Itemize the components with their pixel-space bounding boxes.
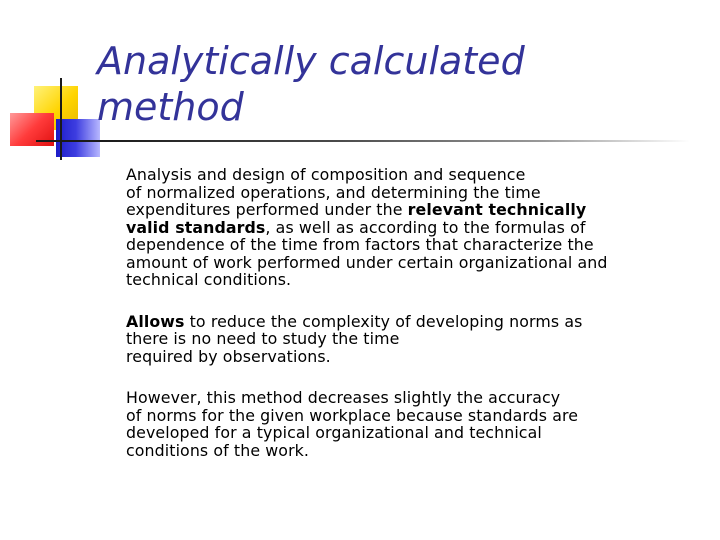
vertical-line bbox=[60, 78, 62, 160]
text-line bbox=[126, 219, 706, 237]
bold-term: valid standards bbox=[126, 217, 266, 237]
title-line-2: method bbox=[97, 85, 244, 129]
text-line: there is no need to study the time bbox=[126, 329, 400, 348]
blue-square bbox=[56, 119, 100, 157]
text-line: However, this method decreases slightly the accuracy bbox=[126, 388, 561, 407]
title-divider bbox=[100, 140, 690, 142]
corner-squares-logo bbox=[0, 0, 110, 170]
text-line: conditions of the work. bbox=[126, 440, 310, 460]
text-run: , as well as according to the formulas of bbox=[265, 217, 586, 237]
title-line-1: Analytically calculated bbox=[97, 39, 525, 83]
paragraph-advantage bbox=[126, 313, 706, 366]
text-line: Analysis and design of composition and sequence bbox=[126, 165, 526, 184]
bold-term: Allows bbox=[126, 311, 185, 331]
text-run: to reduce the complexity of developing norms as bbox=[184, 311, 583, 331]
slide-title bbox=[97, 38, 677, 130]
slide-body bbox=[126, 166, 706, 483]
text-line: of normalized operations, and determining the time bbox=[126, 182, 541, 202]
paragraph-definition bbox=[126, 166, 706, 289]
bold-term: relevant technically bbox=[407, 200, 587, 219]
text-line: amount of work performed under certain organizational and bbox=[126, 252, 608, 272]
text-line bbox=[126, 201, 706, 219]
text-line: technical conditions. bbox=[126, 270, 292, 289]
text-line: developed for a typical organizational and technical bbox=[126, 423, 542, 442]
horizontal-line bbox=[36, 140, 106, 142]
paragraph-limitation bbox=[126, 389, 706, 459]
text-line: required by observations. bbox=[126, 346, 331, 366]
text-run: expenditures performed under the bbox=[126, 200, 408, 219]
text-line bbox=[126, 313, 706, 331]
text-line: of norms for the given workplace because standards are bbox=[126, 405, 579, 425]
text-line: dependence of the time from factors that characterize the bbox=[126, 235, 594, 254]
